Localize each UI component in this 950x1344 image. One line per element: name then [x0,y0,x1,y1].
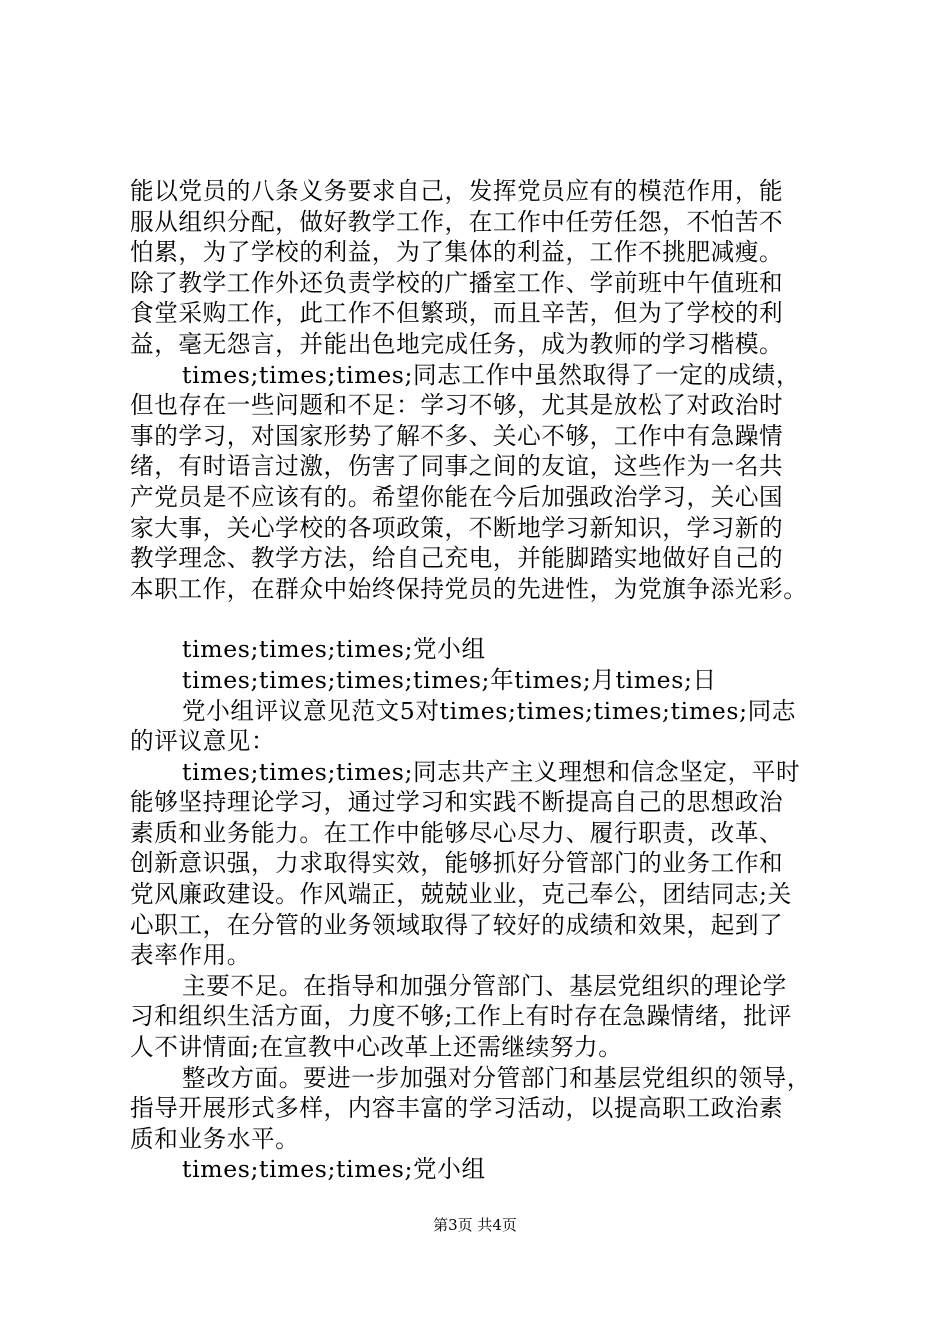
text-line: 创新意识强，力求取得实效，能够抓好分管部门的业务工作和 [130,849,784,878]
text-line: 食堂采购工作，此工作不但繁琐，而且辛苦，但为了学校的利 [130,299,784,328]
text-line: 指导开展形式多样，内容丰富的学习活动，以提高职工政治素 [130,1094,784,1123]
page-number: 第3页 共4页 [433,1216,517,1234]
text-line: 益，毫无怨言，并能出色地完成任务，成为教师的学习楷模。 [130,329,784,358]
signature-line: times;times;times;党小组 [182,1155,486,1184]
text-line: 党风廉政建设。作风端正，兢兢业业，克己奉公，团结同志;关 [130,880,792,909]
text-line: 家大事，关心学校的各项政策，不断地学习新知识，学习新的 [130,513,784,542]
text-line: times;times;times;同志共产主义理想和信念坚定，平时 [182,757,801,786]
text-line: times;times;times;同志工作中虽然取得了一定的成绩， [182,360,801,389]
text-line: 习和组织生活方面，力度不够;工作上有时存在急躁情绪，批评 [130,1002,792,1031]
text-line: 心职工，在分管的业务领域取得了较好的成绩和效果，起到了 [130,910,784,939]
paragraph-gap [130,604,830,634]
date-line: times;times;times;times;年times;月times;日 [182,665,717,694]
text-line: 但也存在一些问题和不足：学习不够，尤其是放松了对政治时 [130,391,784,420]
text-line: 的评议意见： [130,727,276,756]
text-line: 绪，有时语言过激，伤害了同事之间的友谊，这些作为一名共 [130,452,784,481]
text-line: 除了教学工作外还负责学校的广播室工作、学前班中午值班和 [130,268,784,297]
section-heading: 党小组评议意见范文5对times;times;times;times;同志 [182,696,797,725]
text-line: 素质和业务能力。在工作中能够尽心尽力、履行职责，改革、 [130,818,784,847]
text-line: 教学理念、教学方法，给自己充电，并能脚踏实地做好自己的 [130,544,784,573]
signature-line: times;times;times;党小组 [182,635,486,664]
text-line: 服从组织分配，做好教学工作，在工作中任劳任怨，不怕苦不 [130,207,784,236]
text-line: 能以党员的八条义务要求自己，发挥党员应有的模范作用，能 [130,177,784,205]
text-line: 怕累，为了学校的利益，为了集体的利益，工作不挑肥减瘦。 [130,238,784,267]
document-body [130,176,830,1185]
page-footer [0,1214,950,1235]
text-line: 产党员是不应该有的。希望你能在今后加强政治学习，关心国 [130,482,784,511]
text-line: 事的学习，对国家形势了解不多、关心不够，工作中有急躁情 [130,421,784,450]
text-line: 人不讲情面;在宣教中心改革上还需继续努力。 [130,1033,623,1062]
text-line: 整改方面。要进一步加强对分管部门和基层党组织的领导， [182,1063,812,1092]
text-line: 本职工作，在群众中始终保持党员的先进性，为党旗争添光彩。 [130,574,808,603]
text-line: 表率作用。 [130,941,251,970]
text-line: 能够坚持理论学习，通过学习和实践不断提高自己的思想政治 [130,788,784,817]
text-line: 主要不足。在指导和加强分管部门、基层党组织的理论学 [182,971,787,1000]
text-line: 质和业务水平。 [130,1124,300,1153]
